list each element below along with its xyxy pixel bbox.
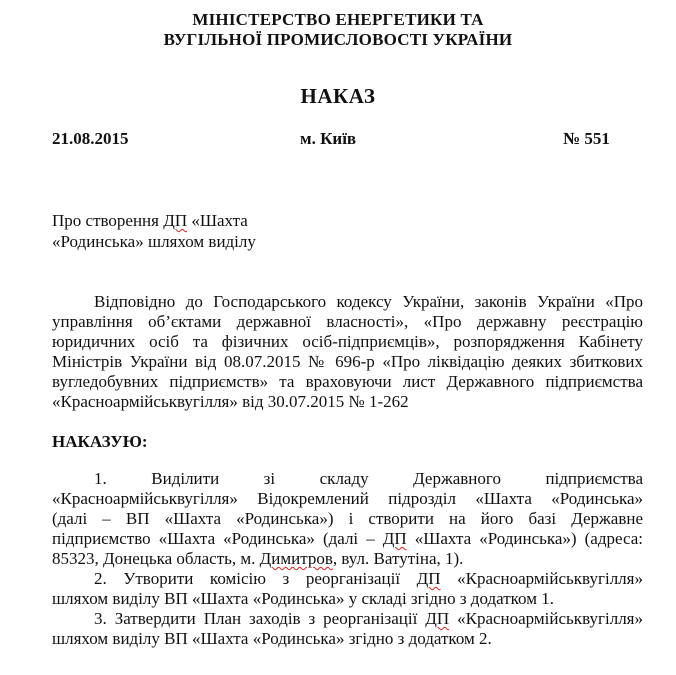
item-text: «Шахта «Родинська») (адреса: — [406, 529, 643, 548]
item-text: , вул. Ватутіна, 1). — [332, 549, 464, 568]
ministry-name-line1: МІНІСТЕРСТВО ЕНЕРГЕТИКИ ТА — [192, 10, 484, 29]
item-3-line — [52, 609, 643, 629]
item-text: «Красноармійськвугілля» — [449, 609, 643, 628]
item-1-line: 1. Виділити зі складу Державного підприємства — [94, 469, 643, 488]
preamble-paragraph — [52, 292, 643, 412]
order-city: м. Київ — [300, 129, 357, 148]
item-text: «Красноармійськвугілля» — [440, 569, 643, 588]
order-heading: НАКАЗУЮ: — [52, 432, 148, 451]
order-subject — [52, 210, 256, 252]
item-2-line — [52, 569, 643, 589]
subject-text: «Шахта — [187, 211, 248, 230]
item-3-line: шляхом виділу ВП «Шахта «Родинська» згідно з додатком 2. — [52, 629, 492, 648]
item-text: 3. Затвердити План заходів з реорганізації — [94, 609, 426, 628]
item-1-line: «Красноармійськвугілля» Відокремлений підрозділ «Шахта «Родинська» — [52, 489, 643, 508]
order-items — [52, 469, 643, 649]
preamble-line: управління об’єктами державної власності», «Про державну реєстрацію — [52, 312, 643, 331]
item-text: підприємство «Шахта «Родинська» (далі – — [52, 529, 383, 548]
subject-line-1 — [52, 210, 256, 231]
subject-line-2: «Родинська» шляхом виділу — [52, 232, 256, 251]
spellcheck-word: ДП — [416, 569, 441, 588]
item-1-line: (далі – ВП «Шахта «Родинська») і створити на його базі Державне — [52, 509, 643, 528]
order-date: 21.08.2015 — [52, 129, 129, 148]
preamble-line: Відповідно до Господарського кодексу України, законів України «Про — [94, 292, 643, 311]
spellcheck-word: ДП — [382, 529, 407, 548]
subject-text: Про створення — [52, 211, 164, 230]
document-title: НАКАЗ — [300, 84, 376, 108]
order-number: № 551 — [563, 129, 610, 148]
item-text: 85323, Донецька область, м. — [52, 549, 260, 568]
item-2-line: шляхом виділу ВП «Шахта «Родинська» у складі згідно з додатком 1. — [52, 589, 554, 608]
spellcheck-word: Димитров — [259, 549, 333, 568]
preamble-line: вугледобувних підприємств» та враховуючи лист Державного підприємства — [52, 372, 643, 391]
spellcheck-word: ДП — [425, 609, 450, 628]
preamble-line: «Красноармійськвугілля» від 30.07.2015 № 1-262 — [52, 392, 409, 411]
spellcheck-word: ДП — [163, 211, 188, 230]
item-text: 2. Утворити комісію з реорганізації — [94, 569, 417, 588]
preamble-line: юридичних осіб та фізичних осіб-підприємців», розпорядження Кабінету — [52, 332, 643, 351]
item-1-line — [52, 529, 643, 549]
preamble-line: Міністрів України від 08.07.2015 № 696-р «Про ліквідацію деяких збиткових — [52, 352, 643, 371]
item-1-line — [52, 549, 643, 569]
ministry-name-line2: ВУГІЛЬНОЇ ПРОМИСЛОВОСТІ УКРАЇНИ — [163, 30, 513, 49]
